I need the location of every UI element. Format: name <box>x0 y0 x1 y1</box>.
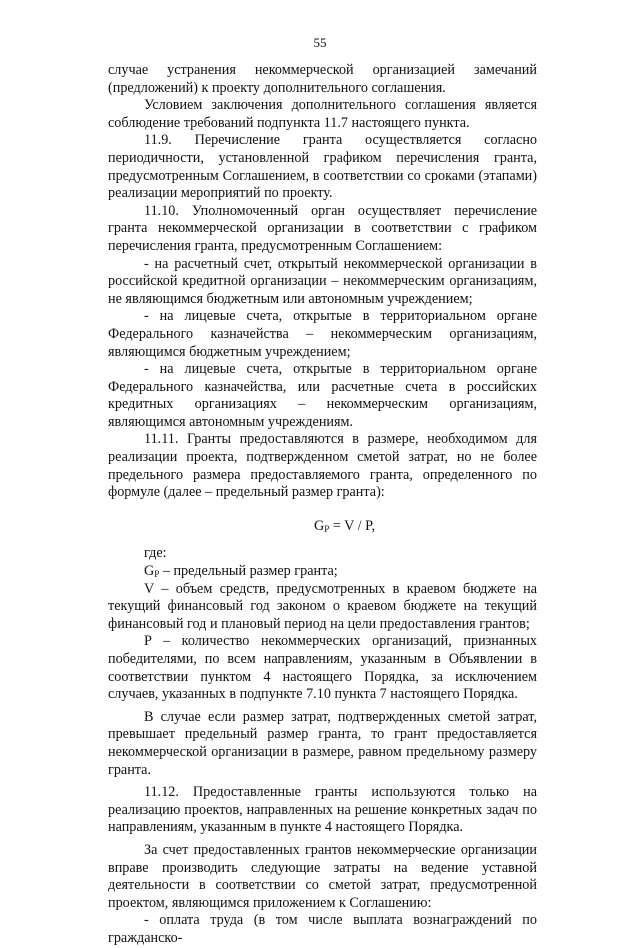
paragraph: - на расчетный счет, открытый некоммерческой организации в российской кредитной организации – некоммерческим организациям, не являющимся бюджетным или автономным учреждением; <box>108 255 537 307</box>
formula-rest: = V / P, <box>329 517 375 534</box>
paragraph: V – объем средств, предусмотренных в краевом бюджете на текущий финансовый год законом о краевом бюджете на текущий финансовый год и плановый период на цели предоставления грантов; <box>108 580 537 632</box>
paragraph: В случае если размер затрат, подтвержденных сметой затрат, превышает предельный размер гранта, то грант предоставляется некоммерческой организации в размере, равном предельному размеру гранта. <box>108 708 537 778</box>
paragraph: Условием заключения дополнительного соглашения является соблюдение требований подпункта 11.7 настоящего пункта. <box>108 97 537 131</box>
paragraph: 11.10. Уполномоченный орган осуществляет перечисление гранта некоммерческой организации в соответствии с графиком перечисления гранта, предусмотренным Соглашением: <box>108 202 537 254</box>
def-rest: – предельный размер гранта; <box>159 563 338 580</box>
formula <box>108 518 537 536</box>
paragraph: 11.9. Перечисление гранта осуществляется согласно периодичности, установленной графиком перечисления гранта, предусмотренным Соглашением, в соответствии со сроками (этапами) реализации мероприятий по проекту. <box>108 132 537 202</box>
paragraph: случае устранения некоммерческой организацией замечаний (предложений) к проекту дополнительного соглашения. <box>108 62 537 96</box>
paragraph: - на лицевые счета, открытые в территориальном органе Федерального казначейства, или расчетные счета в российских кредитных организациях – некоммерческим организациям, являющимся автономным учреждениям. <box>108 361 537 430</box>
paragraph: - на лицевые счета, открытые в территориальном органе Федерального казначейства – некоммерческим организациям, являющимся бюджетным учреждением; <box>108 308 537 360</box>
paragraph: 11.11. Гранты предоставляются в размере, необходимом для реализации проекта, подтвержденном сметой затрат, но не более предельного размера предоставляемого гранта, определенного по формуле (далее – предельный размер гранта): <box>108 431 537 501</box>
formula-sub: P <box>324 523 330 534</box>
def-sub: P <box>154 569 160 580</box>
paragraph: - оплата труда (в том числе выплата вознаграждений по гражданско- <box>108 912 537 946</box>
def-g: G <box>144 563 155 580</box>
paragraph: За счет предоставленных грантов некоммерческие организации вправе производить следующие затраты на ведение уставной деятельности в соответствии со сметой затрат, предусмотренной проектом, являющимся приложением к Соглашению: <box>108 841 537 911</box>
document-body <box>108 62 537 948</box>
page-number: 55 <box>313 35 327 50</box>
formula-g: G <box>314 517 325 534</box>
paragraph: 11.12. Предоставленные гранты используются только на реализацию проектов, направленных на решение конкретных задач по направлениям, указанным в пункте 4 настоящего Порядка. <box>108 784 537 836</box>
where-label: где: <box>144 545 167 562</box>
paragraph: P – количество некоммерческих организаций, признанных победителями, по всем направлениям, указанным в Объявлении в соответствии пунктом 4 настоящего Порядка, за исключением случаев, указанных в подпункте 7.10 пункта 7 настоящего Порядка. <box>108 633 537 703</box>
definition-gp <box>108 563 537 581</box>
